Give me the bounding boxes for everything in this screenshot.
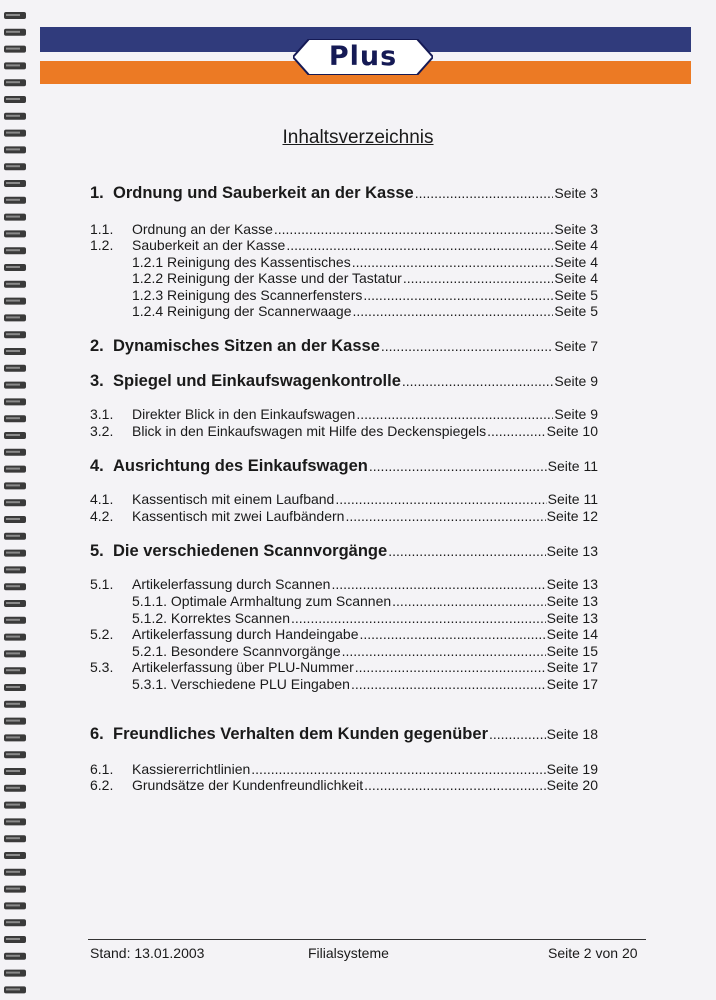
toc-entry-page: Seite 19 <box>546 761 598 777</box>
toc-entry-title: Ordnung an der Kasse <box>132 221 273 237</box>
toc-entry <box>90 372 598 391</box>
toc-entry-number: 6. <box>90 725 104 743</box>
toc-entry-page: Seite 9 <box>554 406 598 422</box>
toc-entry-title: Blick in den Einkaufswagen mit Hilfe des Deckenspiegels <box>132 423 487 439</box>
toc-leader-dots <box>331 576 545 592</box>
toc-entry-page: Seite 4 <box>554 254 598 270</box>
toc-entry-title: 1.2.2 Reinigung der Kasse und der Tastatur <box>132 270 402 286</box>
toc-leader-dots <box>392 593 545 609</box>
toc-entry-title: Dynamisches Sitzen an der Kasse <box>113 337 380 355</box>
toc-entry <box>90 406 598 422</box>
toc-leader-dots <box>403 270 554 286</box>
toc-entry-number: 5.1. <box>90 576 114 592</box>
toc-leader-dots <box>359 626 545 642</box>
toc-entry <box>90 659 598 675</box>
toc-leader-dots <box>352 254 554 270</box>
toc-entry-title: Artikelerfassung durch Scannen <box>132 576 331 592</box>
toc-entry-title: 5.2.1. Besondere Scannvorgänge <box>132 643 341 659</box>
toc-entry-page: Seite 17 <box>546 676 598 692</box>
plus-logo-text: Plus <box>328 41 398 72</box>
toc-entry-title: Ausrichtung des Einkaufswagen <box>113 457 368 475</box>
toc-leader-dots <box>335 491 546 507</box>
toc-entry-page: Seite 13 <box>546 610 598 626</box>
footer-date: Stand: 13.01.2003 <box>90 945 205 961</box>
toc-leader-dots <box>286 237 553 253</box>
toc-entry-number: 4.2. <box>90 508 114 524</box>
toc-entry-number: 4.1. <box>90 491 114 507</box>
toc-entry-number: 3.2. <box>90 423 114 439</box>
toc-leader-dots <box>369 458 547 474</box>
toc-entry-title: Freundliches Verhalten dem Kunden gegenüber <box>113 725 488 743</box>
toc-entry <box>132 270 598 286</box>
toc-entry-number: 5. <box>90 542 104 560</box>
toc-entry-title: Direkter Blick in den Einkaufswagen <box>132 406 356 422</box>
toc-entry <box>90 508 598 524</box>
toc-entry-title: 5.1.2. Korrektes Scannen <box>132 610 290 626</box>
toc-entry-page: Seite 5 <box>554 303 598 319</box>
toc-entry <box>132 254 598 270</box>
toc-entry-title: Kassentisch mit zwei Laufbändern <box>132 508 345 524</box>
toc-entry-number: 1.1. <box>90 221 114 237</box>
toc-entry-page: Seite 5 <box>554 287 598 303</box>
toc-entry-number: 6.1. <box>90 761 114 777</box>
toc-entry-number: 3.1. <box>90 406 114 422</box>
toc-leader-dots <box>388 543 545 559</box>
toc-leader-dots <box>364 777 545 793</box>
toc-entry <box>90 576 598 592</box>
toc-leader-dots <box>415 185 554 201</box>
toc-entry-title: 1.2.3 Reinigung des Scannerfensters <box>132 287 363 303</box>
toc-entry-page: Seite 9 <box>554 373 598 389</box>
toc-entry <box>132 643 598 659</box>
toc-entry <box>90 237 598 253</box>
toc-entry-title: Grundsätze der Kundenfreundlichkeit <box>132 777 364 793</box>
toc-entry-page: Seite 18 <box>546 726 598 742</box>
footer-divider <box>88 939 646 940</box>
toc-leader-dots <box>356 406 553 422</box>
toc-entry <box>90 725 598 744</box>
toc-entry <box>90 423 598 439</box>
toc-leader-dots <box>402 373 554 389</box>
toc-entry-title: Die verschiedenen Scannvorgänge <box>113 542 388 560</box>
toc-entry <box>132 676 598 692</box>
toc-leader-dots <box>291 610 546 626</box>
toc-leader-dots <box>345 508 545 524</box>
toc-entry-title: Ordnung und Sauberkeit an der Kasse <box>113 184 414 202</box>
footer-department: Filialsysteme <box>308 945 389 961</box>
toc-leader-dots <box>363 287 553 303</box>
toc-entry-title: Artikelerfassung durch Handeingabe <box>132 626 359 642</box>
toc-entry-number: 2. <box>90 337 104 355</box>
toc-entry-title: Kassentisch mit einem Laufband <box>132 491 335 507</box>
toc-leader-dots <box>342 643 546 659</box>
toc-entry-title: 1.2.4 Reinigung der Scannerwaage <box>132 303 352 319</box>
toc-leader-dots <box>355 659 546 675</box>
toc-entry-page: Seite 14 <box>546 626 598 642</box>
toc-leader-dots <box>351 676 546 692</box>
toc-entry-number: 6.2. <box>90 777 114 793</box>
toc-entry <box>90 184 598 203</box>
footer-page-number: Seite 2 von 20 <box>548 945 638 961</box>
toc-entry-page: Seite 3 <box>554 185 598 201</box>
toc-entry-title: Sauberkeit an der Kasse <box>132 237 286 253</box>
toc-entry-page: Seite 7 <box>554 338 598 354</box>
toc-leader-dots <box>489 726 546 742</box>
toc-entry-number: 3. <box>90 372 104 390</box>
toc-entry <box>132 593 598 609</box>
toc-entry-number: 4. <box>90 457 104 475</box>
toc-entry <box>90 457 598 476</box>
toc-entry <box>90 221 598 237</box>
toc-entry <box>132 287 598 303</box>
toc-entry <box>90 542 598 561</box>
toc-leader-dots <box>251 761 545 777</box>
toc-entry-page: Seite 20 <box>546 777 598 793</box>
toc-entry-page: Seite 13 <box>546 593 598 609</box>
toc-leader-dots <box>274 221 554 237</box>
toc-entry-title: 5.1.1. Optimale Armhaltung zum Scannen <box>132 593 392 609</box>
toc-entry <box>90 626 598 642</box>
toc-entry <box>90 337 598 356</box>
toc-entry-title: Spiegel und Einkaufswagenkontrolle <box>113 372 401 390</box>
toc-entry <box>90 777 598 793</box>
toc-entry-number: 5.3. <box>90 659 114 675</box>
toc-entry-page: Seite 10 <box>546 423 598 439</box>
toc-entry-title: Kassiererrichtlinien <box>132 761 251 777</box>
toc-entry-page: Seite 11 <box>547 458 598 474</box>
spiral-binding <box>0 0 30 1000</box>
toc-entry <box>132 303 598 319</box>
toc-entry <box>90 761 598 777</box>
toc-entry-page: Seite 11 <box>547 491 598 507</box>
page-title: Inhaltsverzeichnis <box>282 127 434 148</box>
toc-leader-dots <box>381 338 554 354</box>
toc-entry-page: Seite 13 <box>546 576 598 592</box>
toc-leader-dots <box>353 303 554 319</box>
toc-entry-page: Seite 3 <box>554 221 598 237</box>
toc-leader-dots <box>487 423 546 439</box>
toc-entry-page: Seite 13 <box>546 543 598 559</box>
toc-entry-page: Seite 17 <box>546 659 598 675</box>
toc-entry <box>90 491 598 507</box>
toc-entry-page: Seite 4 <box>554 237 598 253</box>
toc-entry-page: Seite 15 <box>546 643 598 659</box>
toc-entry-title: 1.2.1 Reinigung des Kassentisches <box>132 254 351 270</box>
toc-entry <box>132 610 598 626</box>
toc-entry-number: 1.2. <box>90 237 114 253</box>
toc-entry-number: 5.2. <box>90 626 114 642</box>
toc-entry-page: Seite 4 <box>554 270 598 286</box>
toc-entry-title: Artikelerfassung über PLU-Nummer <box>132 659 354 675</box>
toc-entry-page: Seite 12 <box>546 508 598 524</box>
toc-entry-title: 5.3.1. Verschiedene PLU Eingaben <box>132 676 350 692</box>
toc-entry-number: 1. <box>90 184 104 202</box>
